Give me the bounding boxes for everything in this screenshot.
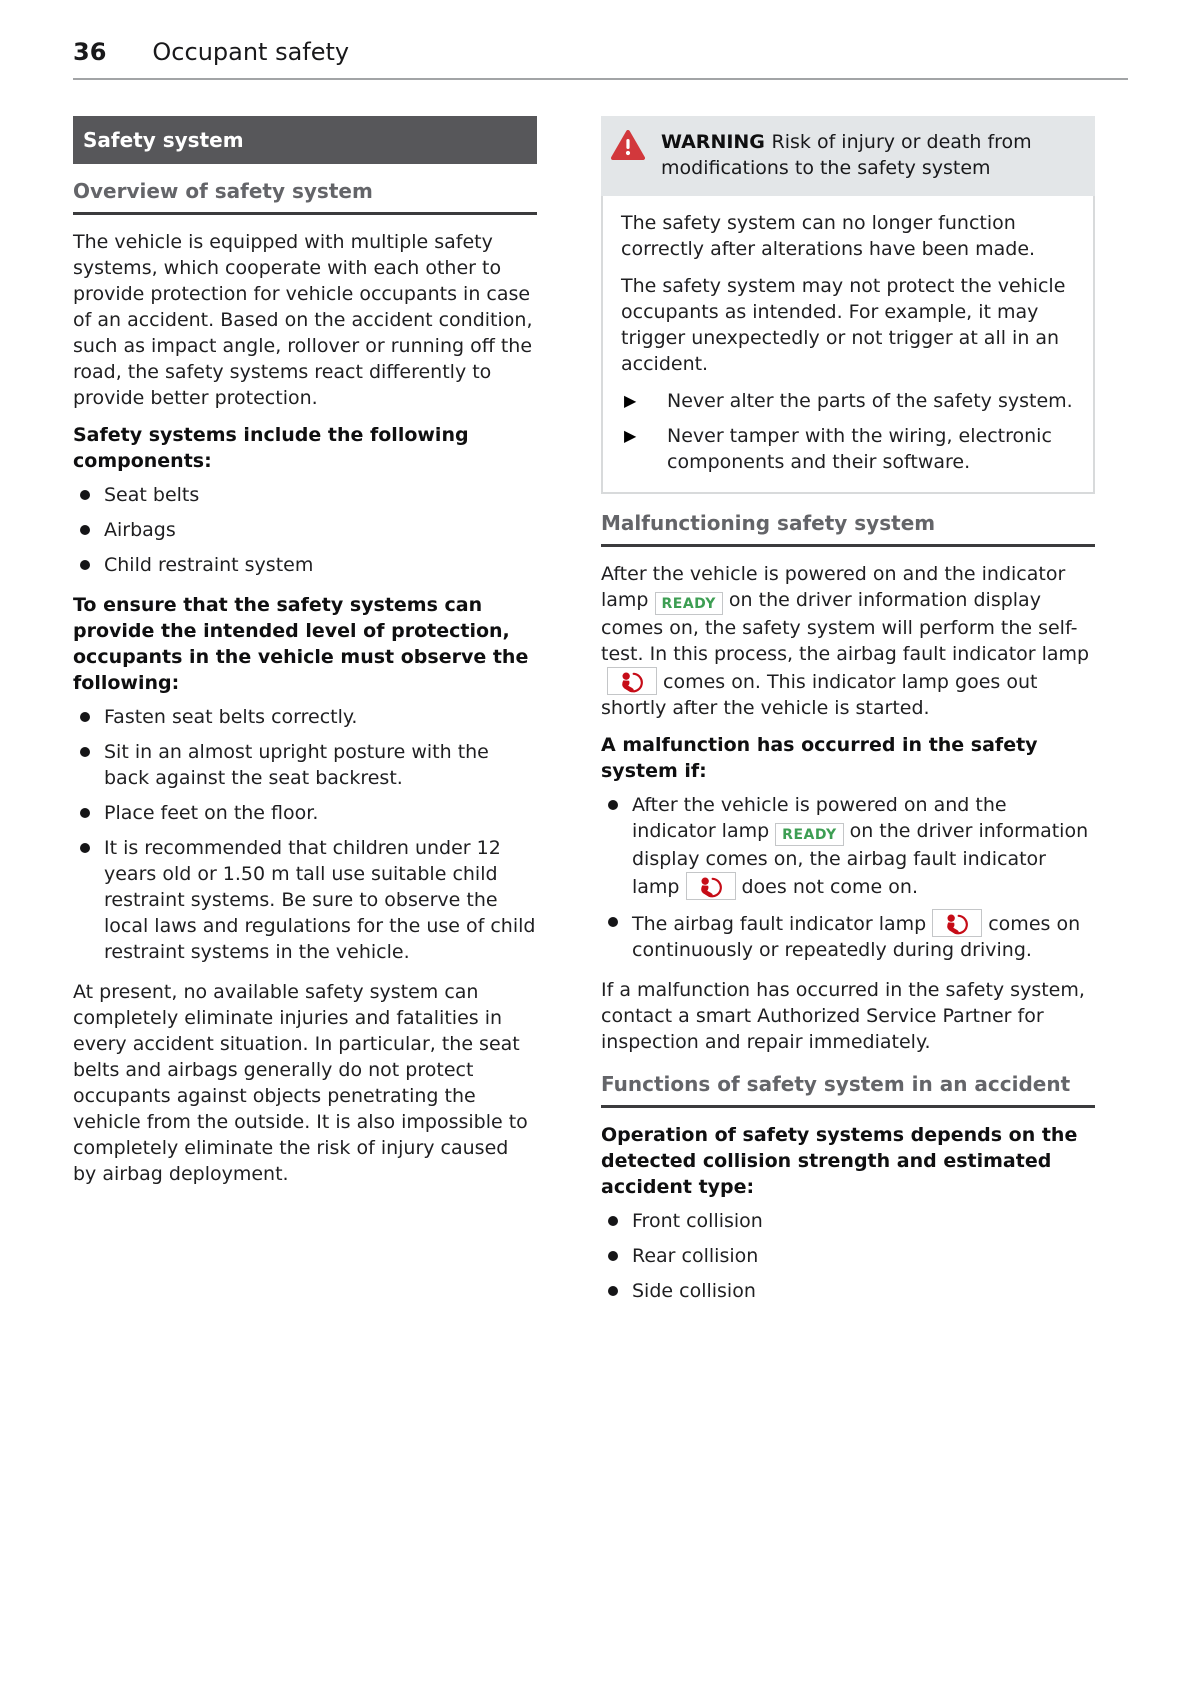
components-lead: Safety systems include the following components: (73, 424, 469, 472)
selftest-text-pre: After the vehicle is powered on and the indicator lamp (601, 563, 1066, 611)
selftest-text-mid: on the driver information display comes on, the safety system will perform the self-test. In this process, the airbag fault indicator lamp (601, 589, 1090, 665)
list-item-text: Rear collision (632, 1245, 759, 1267)
warning-box-body (603, 196, 1093, 492)
contact-paragraph: If a malfunction has occurred in the safety system, contact a smart Authorized Service Partner for inspection and repair immediately. (601, 979, 1085, 1053)
list-item-text: It is recommended that children under 12 years old or 1.50 m tall use suitable child restraint systems. Be sure to observe the local laws and regulations for the use of child restraint systems in the vehicle. (104, 837, 536, 963)
list-item-text: Never alter the parts of the safety system. (667, 390, 1073, 412)
warning-title (661, 129, 1083, 181)
overview-heading: Overview of safety system (73, 178, 537, 215)
chapter-title: Occupant safety (152, 38, 350, 66)
list-item (73, 739, 537, 791)
right-column (601, 116, 1095, 1318)
closing-paragraph: At present, no available safety system can completely eliminate injuries and fatalities in every accident situation. In particular, the seat belts and airbags generally do not protect occupants against objects penetrating the vehicle from the outside. It is also impossible to completely eliminate the risk of injury caused by airbag deployment. (73, 981, 528, 1185)
list-item (601, 1278, 1095, 1304)
header-divider (73, 78, 1128, 80)
page-header (73, 38, 1128, 66)
list-item-text: Fasten seat belts correctly. (104, 706, 358, 728)
list-item-text: Airbags (104, 519, 176, 541)
list-item (73, 552, 537, 578)
list-item (73, 800, 537, 826)
list-item (601, 909, 1095, 963)
warning-title-text: Risk of injury or death from modifications to the safety system (661, 131, 1032, 179)
list-item-text: Seat belts (104, 484, 200, 506)
warning-paragraph: The safety system may not protect the vehicle occupants as intended. For example, it may trigger unexpectedly or not trigger at all in an accident. (621, 275, 1066, 375)
list-item (73, 704, 537, 730)
section-title-bar: Safety system (73, 116, 537, 164)
airbag-fault-lamp-icon (686, 872, 736, 900)
list-item-text: comes on continuously or repeatedly during driving. (632, 913, 1081, 961)
ready-indicator-badge: READY (655, 592, 723, 615)
components-list (73, 482, 537, 578)
list-item-text: Side collision (632, 1280, 756, 1302)
warning-instructions-list (621, 388, 1081, 475)
list-item (601, 1208, 1095, 1234)
selftest-paragraph (601, 561, 1095, 721)
list-item-text: Never tamper with the wiring, electronic components and their software. (667, 425, 1052, 473)
selftest-text-post: comes on. This indicator lamp goes out shortly after the vehicle is started. (601, 671, 1038, 719)
list-item (601, 792, 1095, 900)
list-item-text: Place feet on the floor. (104, 802, 319, 824)
airbag-fault-lamp-icon (607, 667, 657, 695)
warning-label: WARNING (661, 131, 772, 153)
list-item (601, 1243, 1095, 1269)
malfunction-conditions-list (601, 792, 1095, 963)
list-item-text: The airbag fault indicator lamp (632, 913, 927, 935)
malfunction-heading: Malfunctioning safety system (601, 510, 1095, 547)
precautions-list (73, 704, 537, 965)
functions-heading: Functions of safety system in an accident (601, 1071, 1095, 1108)
list-item (73, 482, 537, 508)
page-number: 36 (73, 38, 107, 66)
operation-lead: Operation of safety systems depends on the detected collision strength and estimated accident type: (601, 1124, 1078, 1198)
list-item-text: After the vehicle is powered on and the indicator lamp (632, 794, 1007, 842)
list-item-text: does not come on. (741, 876, 918, 898)
list-item-text: Front collision (632, 1210, 763, 1232)
two-column-layout (73, 116, 1200, 1318)
list-item-text: Child restraint system (104, 554, 314, 576)
ensure-lead: To ensure that the safety systems can provide the intended level of protection, occupants in the vehicle must observe the following: (73, 594, 529, 694)
arrow-list-item (621, 388, 1081, 414)
list-item (73, 517, 537, 543)
warning-box (601, 116, 1095, 494)
malfunction-lead: A malfunction has occurred in the safety system if: (601, 734, 1038, 782)
list-item (73, 835, 537, 965)
warning-triangle-icon (611, 129, 661, 181)
left-column (73, 116, 537, 1318)
warning-paragraph: The safety system can no longer function correctly after alterations have been made. (621, 212, 1036, 260)
collision-types-list (601, 1208, 1095, 1304)
ready-indicator-badge: READY (775, 823, 843, 846)
arrow-list-item (621, 423, 1081, 475)
list-item-text: on the driver information display comes on, the airbag fault indicator lamp (632, 820, 1089, 898)
warning-box-header (601, 116, 1095, 196)
airbag-fault-lamp-icon (932, 909, 982, 937)
intro-paragraph: The vehicle is equipped with multiple safety systems, which cooperate with each other to provide protection for vehicle occupants in case of an accident. Based on the accident condition, such as impact angle, rollover or running off the road, the safety systems react differently to provide better protection. (73, 231, 533, 409)
list-item-text: Sit in an almost upright posture with the back against the seat backrest. (104, 741, 489, 789)
